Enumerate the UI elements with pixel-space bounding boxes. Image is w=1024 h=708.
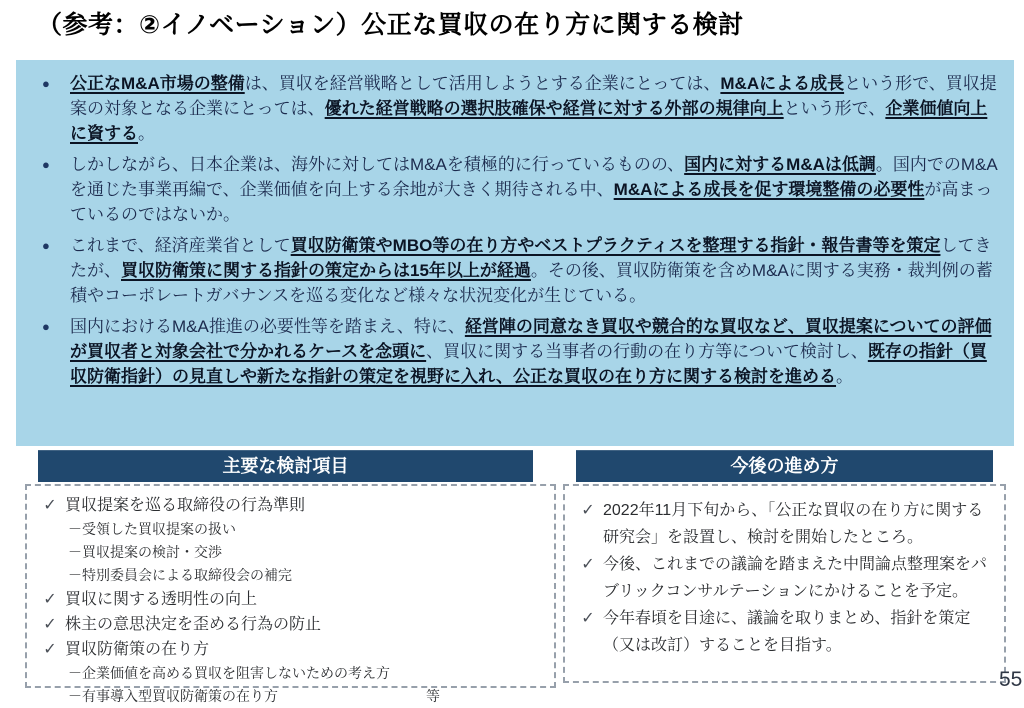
text-segment: が高まっているのではないか。: [70, 180, 993, 224]
text-segment: してきたが、: [70, 236, 992, 280]
item-suffix: 等: [426, 688, 440, 704]
check-icon: ✓: [43, 641, 57, 658]
bullet-icon: ●: [42, 157, 50, 172]
check-icon: ✓: [581, 556, 595, 573]
bullet-icon: ●: [42, 238, 50, 253]
text-segment: 。: [138, 124, 155, 143]
list-item: [35, 662, 548, 685]
list-item: [35, 637, 548, 662]
list-item: [573, 497, 994, 551]
text-segment: は、買収を経営戦略として活用しようとする企業にとっては、: [244, 74, 721, 93]
emphasized-segment: 買収防衛策に関する指針の策定からは15年以上が経過: [121, 261, 531, 280]
item-text: 買収に関する透明性の向上: [65, 591, 258, 608]
emphasized-segment: 経営陣の同意なき買収や競合的な買収など、買収提案についての評価が買収者と対象会社で分かれるケースを念頭に: [70, 317, 992, 361]
emphasized-segment: 国内に対するM&Aは低調: [684, 155, 876, 174]
item-text: 株主の意思決定を歪める行為の防止: [65, 616, 322, 633]
text-segment: 、買収に関する当事者の行動の在り方等について検討し、: [426, 342, 868, 361]
left-panel-body: [25, 484, 556, 704]
page-number: 55: [999, 668, 1023, 691]
list-item: [35, 612, 548, 637]
summary-bullet: [28, 152, 1000, 227]
list-item: [35, 587, 548, 612]
check-icon: ✓: [43, 591, 57, 608]
list-item: [35, 564, 548, 587]
text-segment: しかしながら、日本企業は、海外に対してはM&Aを積極的に行っているものの、: [70, 155, 685, 174]
item-text: －買収提案の検討・交渉: [68, 544, 222, 560]
bullet-icon: ●: [42, 319, 50, 334]
bullet-icon: ●: [42, 76, 50, 91]
summary-bullets: [28, 71, 1000, 389]
text-segment: 。国内でのM&Aを通じた事業再編で、企業価値を向上する余地が大きく期待される中、: [70, 155, 998, 199]
summary-bullet: [28, 71, 1000, 146]
emphasized-segment: M&Aによる成長: [720, 74, 845, 93]
text-segment: 。その後、買収防衛策を含めM&Aに関する実務・裁判例の蓄積やコーポレートガバナンスを巡る変化など様々な状況変化が生じている。: [70, 261, 993, 305]
item-text: 買収提案を巡る取締役の行為準則: [65, 497, 306, 514]
list-item: [35, 685, 548, 708]
summary-box: [16, 60, 1014, 446]
text-segment: 国内におけるM&A推進の必要性等を踏まえ、特に、: [70, 317, 465, 336]
bullet-text: [70, 152, 1000, 227]
summary-bullet: [28, 314, 1000, 389]
list-item: [35, 493, 548, 518]
list-item: [573, 551, 994, 605]
item-text: 2022年11月下旬から、「公正な買収の在り方に関する研究会」を設置し、検討を開始したところ。: [603, 502, 984, 546]
text-segment: という形で、: [783, 99, 886, 118]
item-text: 今年春頃を目途に、議論を取りまとめ、指針を策定（又は改訂）することを目指す。: [603, 610, 971, 654]
emphasized-segment: 公正なM&A市場の整備: [70, 74, 245, 93]
right-panel-header: 今後の進め方: [576, 450, 993, 482]
emphasized-segment: 企業価値向上に資する: [70, 99, 988, 143]
emphasized-segment: 買収防衛策やMBO等の在り方やベストプラクティスを整理する指針・報告書等を策定: [290, 236, 941, 255]
list-item: [573, 605, 994, 659]
emphasized-segment: M&Aによる成長を促す環境整備の必要性: [613, 180, 925, 199]
list-item: [35, 518, 548, 541]
page-title: （参考：②イノベーション）公正な買収の在り方に関する検討: [37, 11, 744, 39]
item-text: 今後、これまでの議論を踏まえた中間論点整理案をパブリックコンサルテーションにかけることを予定。: [603, 556, 988, 600]
item-text: －有事導入型買収防衛策の在り方: [68, 688, 278, 704]
item-text: －受領した買収提案の扱い: [68, 521, 236, 537]
item-text: －特別委員会による取締役会の補完: [68, 567, 292, 583]
right-panel-body: [563, 484, 1006, 683]
text-segment: という形で、買収提案の対象となる企業にとっては、: [70, 74, 997, 118]
bullet-text: [70, 314, 1000, 389]
check-icon: ✓: [581, 610, 595, 627]
right-panel-list: [573, 497, 994, 659]
check-icon: ✓: [43, 616, 57, 633]
emphasized-segment: 既存の指針（買収防衛指針）の見直しや新たな指針の策定を視野に入れ、公正な買収の在り方に関する検討を進める: [70, 342, 987, 386]
left-panel-list: [35, 493, 548, 708]
check-icon: ✓: [581, 502, 595, 519]
bullet-text: [70, 71, 1000, 146]
text-segment: これまで、経済産業省として: [70, 236, 291, 255]
check-icon: ✓: [43, 497, 57, 514]
text-segment: 。: [836, 367, 854, 386]
summary-bullet: [28, 233, 1000, 308]
item-text: 買収防衛策の在り方: [65, 641, 210, 658]
emphasized-segment: 優れた経営戦略の選択肢確保や経営に対する外部の規律向上: [324, 99, 784, 118]
list-item: [35, 541, 548, 564]
bullet-text: [70, 233, 1000, 308]
item-text: －企業価値を高める買収を阻害しないための考え方: [68, 665, 390, 681]
left-panel-header: 主要な検討項目: [38, 450, 533, 482]
